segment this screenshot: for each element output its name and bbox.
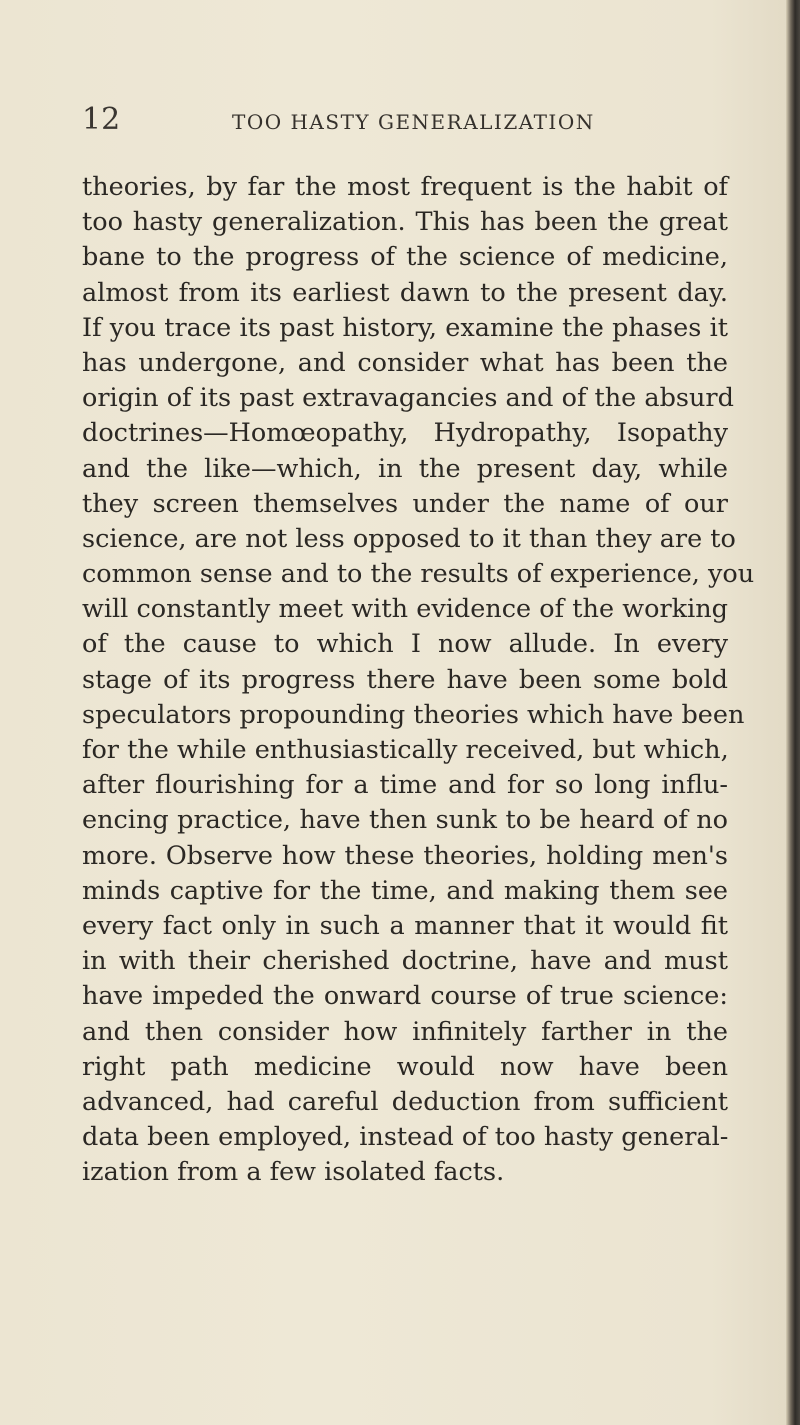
text-line: advanced, had careful deduction from sufficient <box>82 1086 728 1117</box>
page-edge-shadow <box>786 0 800 1425</box>
text-line: of the cause to which I now allude. In every <box>82 629 728 660</box>
text-line: they screen themselves under the name of our <box>82 488 728 519</box>
running-head: TOO HASTY GENERALIZATION <box>232 110 595 134</box>
text-line: every fact only in such a manner that it would fit <box>82 910 728 941</box>
text-line: for the while enthusiastically received, but which, <box>82 735 729 765</box>
text-line: in with their cherished doctrine, have and must <box>82 946 728 977</box>
text-line: science, are not less opposed to it than they are to <box>82 523 736 554</box>
text-line: almost from its earliest dawn to the present day. <box>82 277 728 308</box>
text-line: has undergone, and consider what has been the <box>82 347 728 378</box>
text-line: will constantly meet with evidence of the working <box>82 594 728 625</box>
text-line: after flourishing for a time and for so long influ- <box>82 770 728 801</box>
text-line: theories, by far the most frequent is the habit of <box>82 172 728 202</box>
text-line: speculators propounding theories which have been <box>82 699 745 730</box>
text-line: If you trace its past history, examine the phases it <box>82 312 728 343</box>
body-paragraph <box>82 170 755 1190</box>
text-line: stage of its progress there have been some bold <box>82 664 728 695</box>
text-line: origin of its past extravagancies and of the absurd <box>82 383 734 414</box>
text-line: and then consider how infinitely farther in the <box>82 1016 728 1047</box>
text-line: data been employed, instead of too hasty general- <box>82 1122 729 1153</box>
text-line: and the like—which, in the present day, while <box>82 453 728 484</box>
page-header <box>80 103 720 137</box>
text-line: bane to the progress of the science of medicine, <box>82 242 728 273</box>
text-line: too hasty generalization. This has been the great <box>82 207 728 238</box>
text-line: common sense and to the results of experience, you <box>82 559 755 590</box>
text-line: right path medicine would now have been <box>82 1051 728 1082</box>
text-line: ization from a few isolated facts. <box>82 1157 505 1188</box>
page-number: 12 <box>82 102 121 137</box>
text-line: doctrines—Homœopathy, Hydropathy, Isopathy <box>82 418 728 449</box>
text-line: more. Observe how these theories, holding men's <box>82 840 728 871</box>
text-line: encing practice, have then sunk to be heard of no <box>82 805 728 836</box>
text-line: have impeded the onward course of true science: <box>82 981 728 1012</box>
text-line: minds captive for the time, and making them see <box>82 875 728 906</box>
